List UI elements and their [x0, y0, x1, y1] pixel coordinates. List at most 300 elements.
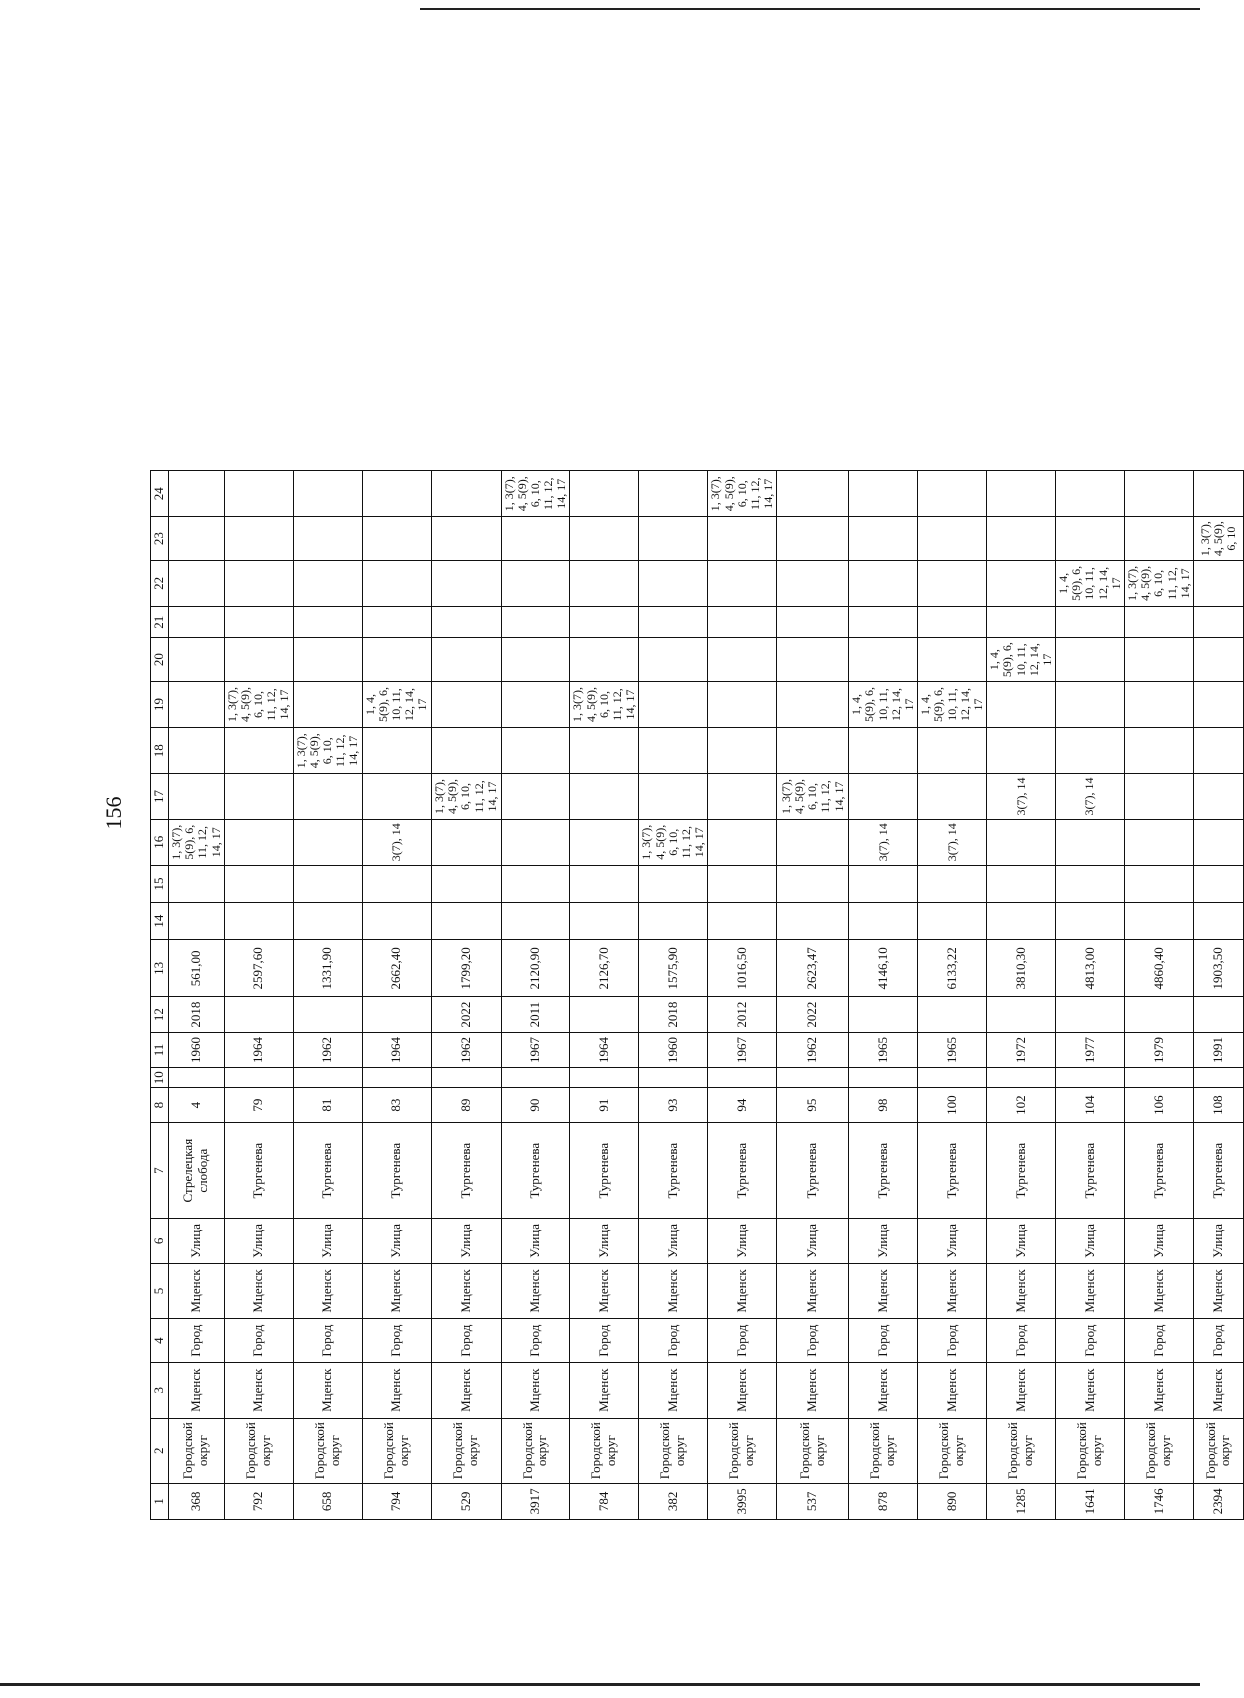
cell-col-13: 561,00	[168, 940, 224, 997]
cell-col-8: 95	[777, 1088, 849, 1123]
cell-col-10	[1193, 1068, 1243, 1088]
cell-col-7: Тургенева	[224, 1123, 293, 1219]
table-row	[708, 471, 777, 1520]
cell-col-14	[293, 903, 362, 940]
cell-col-14	[918, 903, 987, 940]
cell-col-18	[362, 728, 431, 774]
cell-col-13: 1799,20	[431, 940, 501, 997]
cell-col-24: 1, 3(7), 4, 5(9), 6, 10, 11, 12, 14, 17	[708, 471, 777, 517]
cell-col-23	[639, 517, 708, 560]
cell-col-14	[708, 903, 777, 940]
cell-col-15	[849, 865, 918, 902]
cell-col-20	[501, 638, 570, 681]
cell-col-5: Мценск	[224, 1263, 293, 1319]
cell-col-21	[362, 607, 431, 638]
cell-col-12	[849, 997, 918, 1032]
cell-col-12: 2022	[777, 997, 849, 1032]
column-number-23: 23	[151, 517, 169, 560]
cell-col-14	[639, 903, 708, 940]
cell-col-13: 2597,60	[224, 940, 293, 997]
scan-edge-top	[420, 8, 1200, 10]
cell-col-6: Улица	[708, 1219, 777, 1263]
cell-col-10	[362, 1068, 431, 1088]
cell-col-21	[501, 607, 570, 638]
cell-col-15	[987, 865, 1056, 902]
cell-col-24	[1056, 471, 1125, 517]
cell-col-2: Городской округ	[639, 1418, 708, 1483]
cell-col-19	[777, 681, 849, 727]
cell-col-18	[777, 728, 849, 774]
cell-col-4: Город	[570, 1319, 639, 1362]
cell-col-20	[168, 638, 224, 681]
cell-col-8: 98	[849, 1088, 918, 1123]
cell-col-14	[777, 903, 849, 940]
cell-col-22: 1, 4, 5(9), 6, 10, 11, 12, 14, 17	[1056, 560, 1125, 606]
cell-col-1: 1285	[987, 1483, 1056, 1519]
table-row	[362, 471, 431, 1520]
cell-col-6: Улица	[918, 1219, 987, 1263]
cell-col-19	[1056, 681, 1125, 727]
cell-col-20: 1, 4, 5(9), 6, 10, 11, 12, 14, 17	[987, 638, 1056, 681]
cell-col-23	[987, 517, 1056, 560]
cell-col-17: 1, 3(7), 4, 5(9), 6, 10, 11, 12, 14, 17	[431, 774, 501, 819]
cell-col-12: 2011	[501, 997, 570, 1032]
cell-col-15	[293, 865, 362, 902]
cell-col-13: 2623,47	[777, 940, 849, 997]
cell-col-11: 1962	[431, 1032, 501, 1067]
cell-col-13: 1331,90	[293, 940, 362, 997]
column-number-3: 3	[151, 1362, 169, 1418]
cell-col-1: 529	[431, 1483, 501, 1519]
cell-col-24	[224, 471, 293, 517]
cell-col-15	[708, 865, 777, 902]
cell-col-11: 1962	[777, 1032, 849, 1067]
cell-col-3: Мценск	[431, 1362, 501, 1418]
cell-col-3: Мценск	[777, 1362, 849, 1418]
cell-col-22	[708, 560, 777, 606]
cell-col-2: Городской округ	[1125, 1418, 1194, 1483]
cell-col-4: Город	[1125, 1319, 1194, 1362]
cell-col-11: 1979	[1125, 1032, 1194, 1067]
cell-col-13: 2126,70	[570, 940, 639, 997]
cell-col-24	[1125, 471, 1194, 517]
cell-col-10	[431, 1068, 501, 1088]
cell-col-10	[777, 1068, 849, 1088]
cell-col-16: 3(7), 14	[918, 819, 987, 865]
cell-col-10	[1125, 1068, 1194, 1088]
cell-col-24	[362, 471, 431, 517]
cell-col-23	[777, 517, 849, 560]
table-row	[1125, 471, 1194, 1520]
cell-col-2: Городской округ	[168, 1418, 224, 1483]
cell-col-11: 1972	[987, 1032, 1056, 1067]
cell-col-13: 6133,22	[918, 940, 987, 997]
cell-col-13: 1903,50	[1193, 940, 1243, 997]
cell-col-19	[708, 681, 777, 727]
cell-col-7: Тургенева	[987, 1123, 1056, 1219]
column-number-12: 12	[151, 997, 169, 1032]
cell-col-2: Городской округ	[849, 1418, 918, 1483]
cell-col-4: Город	[777, 1319, 849, 1362]
cell-col-7: Тургенева	[431, 1123, 501, 1219]
cell-col-8: 93	[639, 1088, 708, 1123]
table-row	[1056, 471, 1125, 1520]
cell-col-19	[431, 681, 501, 727]
cell-col-13: 1016,50	[708, 940, 777, 997]
cell-col-5: Мценск	[987, 1263, 1056, 1319]
cell-col-6: Улица	[293, 1219, 362, 1263]
cell-col-10	[708, 1068, 777, 1088]
cell-col-2: Городской округ	[987, 1418, 1056, 1483]
cell-col-5: Мценск	[1125, 1263, 1194, 1319]
cell-col-6: Улица	[168, 1219, 224, 1263]
cell-col-10	[849, 1068, 918, 1088]
cell-col-15	[1125, 865, 1194, 902]
cell-col-17: 3(7), 14	[1056, 774, 1125, 819]
cell-col-20	[918, 638, 987, 681]
table-row	[293, 471, 362, 1520]
cell-col-23	[849, 517, 918, 560]
cell-col-22	[639, 560, 708, 606]
cell-col-22	[293, 560, 362, 606]
cell-col-18	[918, 728, 987, 774]
cell-col-12	[1125, 997, 1194, 1032]
cell-col-1: 794	[362, 1483, 431, 1519]
cell-col-24	[987, 471, 1056, 517]
column-number-4: 4	[151, 1319, 169, 1362]
cell-col-15	[639, 865, 708, 902]
cell-col-18	[1193, 728, 1243, 774]
cell-col-5: Мценск	[501, 1263, 570, 1319]
cell-col-21	[293, 607, 362, 638]
cell-col-24	[431, 471, 501, 517]
cell-col-3: Мценск	[224, 1362, 293, 1418]
cell-col-2: Городской округ	[777, 1418, 849, 1483]
cell-col-5: Мценск	[708, 1263, 777, 1319]
column-number-18: 18	[151, 728, 169, 774]
cell-col-2: Городской округ	[431, 1418, 501, 1483]
cell-col-23	[224, 517, 293, 560]
table-row	[431, 471, 501, 1520]
cell-col-16	[708, 819, 777, 865]
cell-col-12: 2018	[168, 997, 224, 1032]
cell-col-20	[639, 638, 708, 681]
cell-col-23	[708, 517, 777, 560]
cell-col-22	[224, 560, 293, 606]
cell-col-7: Тургенева	[918, 1123, 987, 1219]
cell-col-23	[362, 517, 431, 560]
cell-col-8: 104	[1056, 1088, 1125, 1123]
cell-col-18	[987, 728, 1056, 774]
cell-col-2: Городской округ	[918, 1418, 987, 1483]
cell-col-2: Городской округ	[570, 1418, 639, 1483]
column-number-24: 24	[151, 471, 169, 517]
cell-col-22	[501, 560, 570, 606]
cell-col-11: 1964	[224, 1032, 293, 1067]
cell-col-6: Улица	[849, 1219, 918, 1263]
cell-col-12: 2018	[639, 997, 708, 1032]
cell-col-15	[570, 865, 639, 902]
cell-col-22	[168, 560, 224, 606]
cell-col-17	[570, 774, 639, 819]
column-number-15: 15	[151, 865, 169, 902]
cell-col-17	[293, 774, 362, 819]
cell-col-5: Мценск	[918, 1263, 987, 1319]
cell-col-19: 1, 4, 5(9), 6, 10, 11, 12, 14, 17	[849, 681, 918, 727]
cell-col-3: Мценск	[570, 1362, 639, 1418]
column-number-6: 6	[151, 1219, 169, 1263]
cell-col-13: 1575,90	[639, 940, 708, 997]
cell-col-19	[639, 681, 708, 727]
cell-col-3: Мценск	[293, 1362, 362, 1418]
cell-col-16	[431, 819, 501, 865]
cell-col-12: 2022	[431, 997, 501, 1032]
cell-col-12	[570, 997, 639, 1032]
column-number-10: 10	[151, 1068, 169, 1088]
cell-col-3: Мценск	[501, 1362, 570, 1418]
cell-col-13: 3810,30	[987, 940, 1056, 997]
cell-col-14	[168, 903, 224, 940]
table-row	[224, 471, 293, 1520]
cell-col-2: Городской округ	[1056, 1418, 1125, 1483]
cell-col-10	[987, 1068, 1056, 1088]
cell-col-5: Мценск	[293, 1263, 362, 1319]
cell-col-19	[1125, 681, 1194, 727]
cell-col-4: Город	[639, 1319, 708, 1362]
cell-col-24	[639, 471, 708, 517]
column-number-13: 13	[151, 940, 169, 997]
cell-col-4: Город	[987, 1319, 1056, 1362]
cell-col-14	[570, 903, 639, 940]
cell-col-18	[431, 728, 501, 774]
cell-col-8: 83	[362, 1088, 431, 1123]
cell-col-23	[293, 517, 362, 560]
cell-col-6: Улица	[570, 1219, 639, 1263]
column-number-2: 2	[151, 1418, 169, 1483]
table-row	[501, 471, 570, 1520]
cell-col-12	[918, 997, 987, 1032]
column-number-21: 21	[151, 607, 169, 638]
cell-col-7: Тургенева	[1056, 1123, 1125, 1219]
cell-col-5: Мценск	[168, 1263, 224, 1319]
cell-col-20	[431, 638, 501, 681]
cell-col-3: Мценск	[1125, 1362, 1194, 1418]
cell-col-19: 1, 4, 5(9), 6, 10, 11, 12, 14, 17	[362, 681, 431, 727]
cell-col-21	[708, 607, 777, 638]
table-row	[918, 471, 987, 1520]
cell-col-16: 1, 3(7), 5(9), 6, 11, 12, 14, 17	[168, 819, 224, 865]
cell-col-13: 4860,40	[1125, 940, 1194, 997]
cell-col-16	[777, 819, 849, 865]
cell-col-20	[293, 638, 362, 681]
cell-col-5: Мценск	[1056, 1263, 1125, 1319]
cell-col-10	[918, 1068, 987, 1088]
cell-col-2: Городской округ	[1193, 1418, 1243, 1483]
cell-col-10	[1056, 1068, 1125, 1088]
column-number-19: 19	[151, 681, 169, 727]
column-number-1: 1	[151, 1483, 169, 1519]
cell-col-4: Город	[293, 1319, 362, 1362]
cell-col-17	[1125, 774, 1194, 819]
column-number-16: 16	[151, 819, 169, 865]
cell-col-20	[1056, 638, 1125, 681]
cell-col-11: 1991	[1193, 1032, 1243, 1067]
cell-col-22: 1, 3(7), 4, 5(9), 6, 10, 11, 12, 14, 17	[1125, 560, 1194, 606]
cell-col-1: 1641	[1056, 1483, 1125, 1519]
cell-col-3: Мценск	[168, 1362, 224, 1418]
cell-col-3: Мценск	[1056, 1362, 1125, 1418]
cell-col-24	[570, 471, 639, 517]
cell-col-16	[1193, 819, 1243, 865]
cell-col-10	[570, 1068, 639, 1088]
cell-col-19: 1, 3(7), 4, 5(9), 6, 10, 11, 12, 14, 17	[224, 681, 293, 727]
cell-col-18: 1, 3(7), 4, 5(9), 6, 10, 11, 12, 14, 17	[293, 728, 362, 774]
cell-col-2: Городской округ	[293, 1418, 362, 1483]
cell-col-12	[1056, 997, 1125, 1032]
cell-col-24: 1, 3(7), 4, 5(9), 6, 10, 11, 12, 14, 17	[501, 471, 570, 517]
cell-col-18	[1125, 728, 1194, 774]
cell-col-11: 1967	[501, 1032, 570, 1067]
column-number-row	[151, 471, 169, 1520]
cell-col-5: Мценск	[570, 1263, 639, 1319]
cell-col-11: 1960	[168, 1032, 224, 1067]
cell-col-17	[362, 774, 431, 819]
cell-col-20	[570, 638, 639, 681]
cell-col-19	[501, 681, 570, 727]
housing-register-table	[150, 470, 1244, 1520]
cell-col-5: Мценск	[639, 1263, 708, 1319]
cell-col-24	[1193, 471, 1243, 517]
cell-col-12	[987, 997, 1056, 1032]
cell-col-11: 1977	[1056, 1032, 1125, 1067]
column-number-8: 8	[151, 1088, 169, 1123]
cell-col-2: Городской округ	[708, 1418, 777, 1483]
column-number-14: 14	[151, 903, 169, 940]
cell-col-20	[362, 638, 431, 681]
cell-col-6: Улица	[777, 1219, 849, 1263]
cell-col-18	[224, 728, 293, 774]
cell-col-16	[987, 819, 1056, 865]
cell-col-21	[849, 607, 918, 638]
cell-col-6: Улица	[362, 1219, 431, 1263]
cell-col-24	[918, 471, 987, 517]
cell-col-1: 2394	[1193, 1483, 1243, 1519]
cell-col-16: 1, 3(7), 4, 5(9), 6, 10, 11, 12, 14, 17	[639, 819, 708, 865]
cell-col-11: 1965	[849, 1032, 918, 1067]
cell-col-20	[777, 638, 849, 681]
cell-col-17	[849, 774, 918, 819]
cell-col-5: Мценск	[431, 1263, 501, 1319]
cell-col-5: Мценск	[362, 1263, 431, 1319]
cell-col-20	[708, 638, 777, 681]
cell-col-21	[777, 607, 849, 638]
cell-col-8: 102	[987, 1088, 1056, 1123]
cell-col-19	[1193, 681, 1243, 727]
cell-col-12	[1193, 997, 1243, 1032]
cell-col-3: Мценск	[362, 1362, 431, 1418]
column-number-22: 22	[151, 560, 169, 606]
cell-col-22	[362, 560, 431, 606]
cell-col-21	[224, 607, 293, 638]
cell-col-2: Городской округ	[362, 1418, 431, 1483]
cell-col-2: Городской округ	[224, 1418, 293, 1483]
cell-col-10	[293, 1068, 362, 1088]
column-number-7: 7	[151, 1123, 169, 1219]
cell-col-15	[168, 865, 224, 902]
table-row	[168, 471, 224, 1520]
cell-col-11: 1965	[918, 1032, 987, 1067]
cell-col-4: Город	[1193, 1319, 1243, 1362]
cell-col-8: 106	[1125, 1088, 1194, 1123]
cell-col-6: Улица	[431, 1219, 501, 1263]
cell-col-17: 3(7), 14	[987, 774, 1056, 819]
table-row	[987, 471, 1056, 1520]
cell-col-23	[431, 517, 501, 560]
cell-col-18	[501, 728, 570, 774]
cell-col-15	[224, 865, 293, 902]
cell-col-5: Мценск	[777, 1263, 849, 1319]
cell-col-17	[639, 774, 708, 819]
table-row	[639, 471, 708, 1520]
cell-col-12	[224, 997, 293, 1032]
cell-col-3: Мценск	[1193, 1362, 1243, 1418]
cell-col-14	[362, 903, 431, 940]
cell-col-11: 1967	[708, 1032, 777, 1067]
cell-col-14	[1056, 903, 1125, 940]
cell-col-18	[570, 728, 639, 774]
cell-col-4: Город	[1056, 1319, 1125, 1362]
scan-edge-bottom	[0, 1683, 1200, 1686]
cell-col-21	[1056, 607, 1125, 638]
cell-col-11: 1964	[362, 1032, 431, 1067]
cell-col-8: 100	[918, 1088, 987, 1123]
cell-col-14	[1193, 903, 1243, 940]
cell-col-10	[168, 1068, 224, 1088]
cell-col-20	[224, 638, 293, 681]
cell-col-24	[293, 471, 362, 517]
cell-col-17	[1193, 774, 1243, 819]
cell-col-22	[849, 560, 918, 606]
cell-col-16	[224, 819, 293, 865]
cell-col-1: 537	[777, 1483, 849, 1519]
cell-col-19: 1, 3(7), 4, 5(9), 6, 10, 11, 12, 14, 17	[570, 681, 639, 727]
cell-col-1: 784	[570, 1483, 639, 1519]
cell-col-16	[1125, 819, 1194, 865]
cell-col-6: Улица	[639, 1219, 708, 1263]
cell-col-21	[918, 607, 987, 638]
cell-col-4: Город	[708, 1319, 777, 1362]
cell-col-20	[1193, 638, 1243, 681]
cell-col-17	[918, 774, 987, 819]
cell-col-15	[777, 865, 849, 902]
cell-col-21	[570, 607, 639, 638]
cell-col-10	[501, 1068, 570, 1088]
cell-col-22	[777, 560, 849, 606]
cell-col-14	[1125, 903, 1194, 940]
cell-col-1: 3995	[708, 1483, 777, 1519]
cell-col-7: Тургенева	[501, 1123, 570, 1219]
cell-col-6: Улица	[501, 1219, 570, 1263]
cell-col-17	[501, 774, 570, 819]
cell-col-12	[362, 997, 431, 1032]
cell-col-15	[362, 865, 431, 902]
table-row	[570, 471, 639, 1520]
cell-col-1: 658	[293, 1483, 362, 1519]
cell-col-4: Город	[849, 1319, 918, 1362]
cell-col-17	[224, 774, 293, 819]
cell-col-11: 1964	[570, 1032, 639, 1067]
cell-col-21	[1125, 607, 1194, 638]
